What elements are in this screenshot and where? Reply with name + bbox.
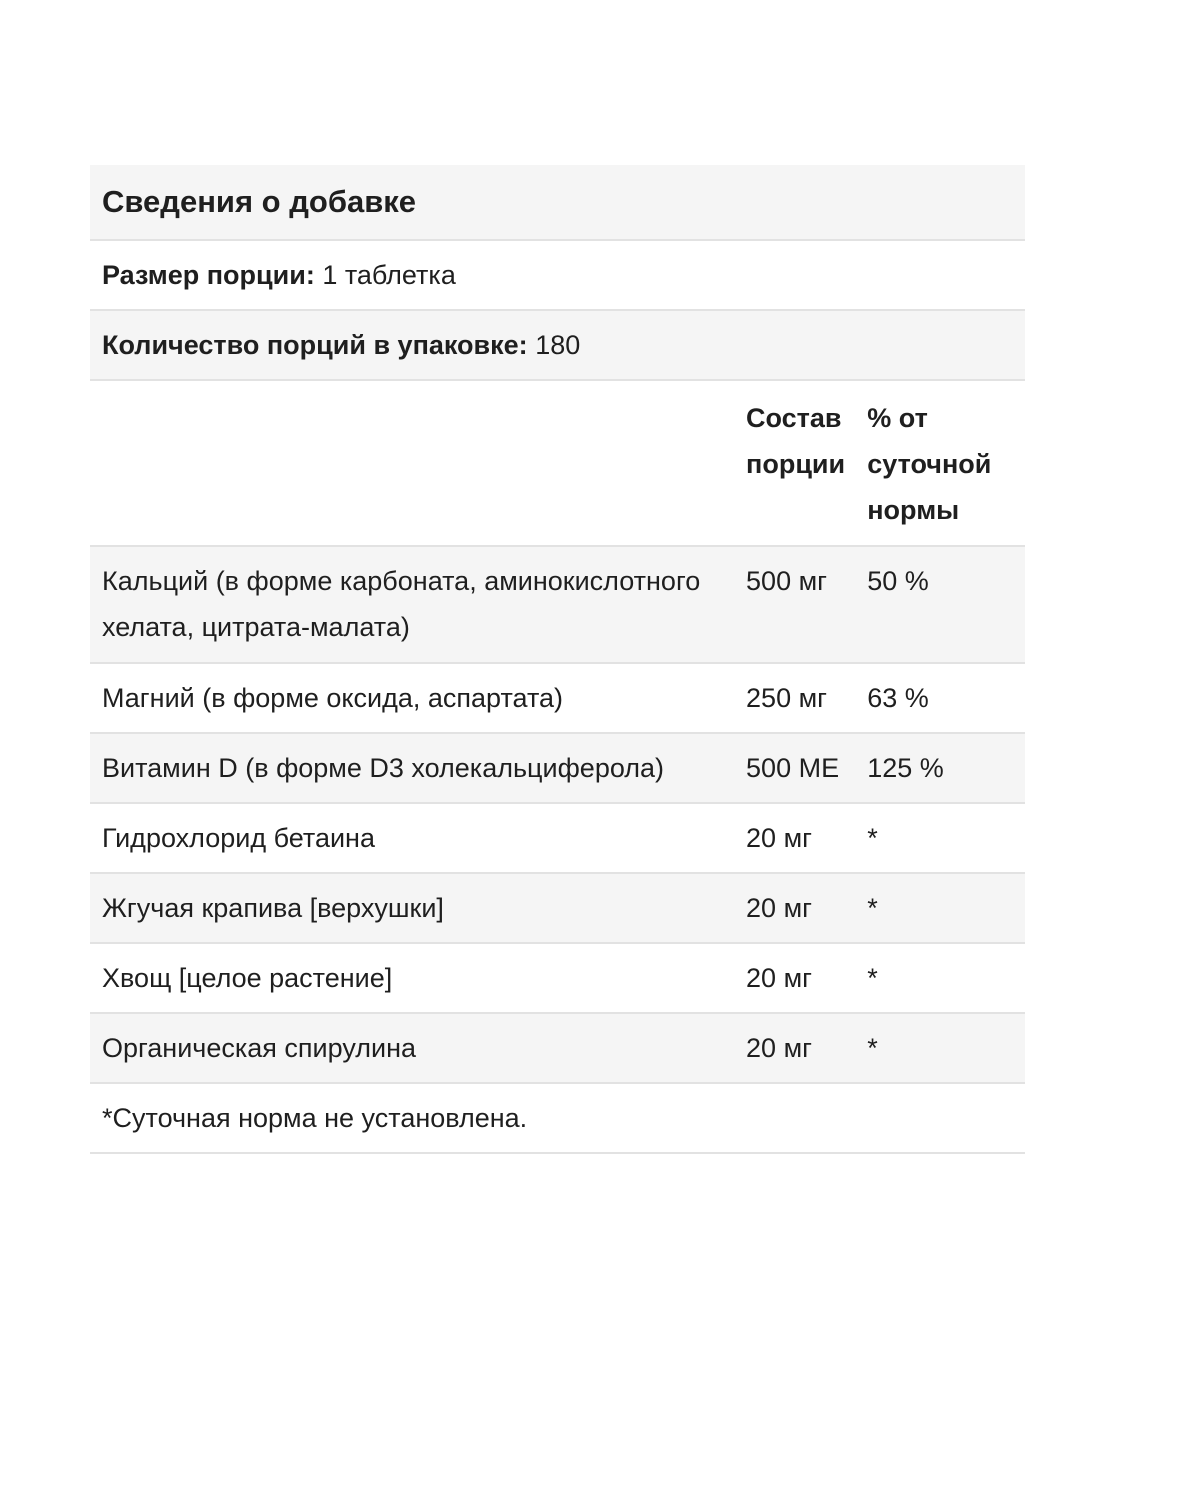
ingredient-daily-value: * bbox=[855, 1013, 1025, 1083]
amount-column-header: Состав порции bbox=[734, 380, 855, 546]
serving-size-row bbox=[90, 240, 1025, 310]
table-row bbox=[90, 943, 1025, 1013]
ingredient-name: Кальций (в форме карбоната, аминокислотного хелата, цитрата-малата) bbox=[90, 546, 734, 663]
servings-per-container-row bbox=[90, 310, 1025, 380]
ingredient-daily-value: * bbox=[855, 803, 1025, 873]
table-row bbox=[90, 733, 1025, 803]
daily-value-column-header: % от суточной нормы bbox=[855, 380, 1025, 546]
ingredient-name: Жгучая крапива [верхушки] bbox=[90, 873, 734, 943]
table-row bbox=[90, 1013, 1025, 1083]
ingredient-daily-value: * bbox=[855, 943, 1025, 1013]
ingredient-name: Витамин D (в форме D3 холекальциферола) bbox=[90, 733, 734, 803]
serving-size-label: Размер порции: bbox=[102, 260, 315, 290]
ingredient-amount: 500 МЕ bbox=[734, 733, 855, 803]
ingredient-daily-value: 50 % bbox=[855, 546, 1025, 663]
ingredient-daily-value: * bbox=[855, 873, 1025, 943]
ingredient-daily-value: 63 % bbox=[855, 663, 1025, 733]
footnote: *Суточная норма не установлена. bbox=[90, 1083, 1025, 1153]
ingredient-amount: 20 мг bbox=[734, 873, 855, 943]
ingredient-daily-value: 125 % bbox=[855, 733, 1025, 803]
ingredient-amount: 500 мг bbox=[734, 546, 855, 663]
ingredient-name: Хвощ [целое растение] bbox=[90, 943, 734, 1013]
ingredient-name: Гидрохлорид бетаина bbox=[90, 803, 734, 873]
table-title: Сведения о добавке bbox=[90, 165, 1025, 240]
ingredient-name: Органическая спирулина bbox=[90, 1013, 734, 1083]
table-row bbox=[90, 873, 1025, 943]
table-row bbox=[90, 546, 1025, 663]
servings-per-container-value: 180 bbox=[535, 330, 581, 360]
ingredient-amount: 20 мг bbox=[734, 803, 855, 873]
serving-size-value: 1 таблетка bbox=[322, 260, 456, 290]
table-row bbox=[90, 803, 1025, 873]
footnote-row bbox=[90, 1083, 1025, 1153]
ingredient-amount: 20 мг bbox=[734, 1013, 855, 1083]
ingredient-amount: 250 мг bbox=[734, 663, 855, 733]
table-row bbox=[90, 663, 1025, 733]
supplement-facts-table bbox=[90, 165, 1025, 1154]
column-header-row bbox=[90, 380, 1025, 546]
servings-per-container-label: Количество порций в упаковке: bbox=[102, 330, 528, 360]
ingredient-amount: 20 мг bbox=[734, 943, 855, 1013]
ingredient-name: Магний (в форме оксида, аспартата) bbox=[90, 663, 734, 733]
title-row bbox=[90, 165, 1025, 240]
name-column-header bbox=[90, 380, 734, 546]
